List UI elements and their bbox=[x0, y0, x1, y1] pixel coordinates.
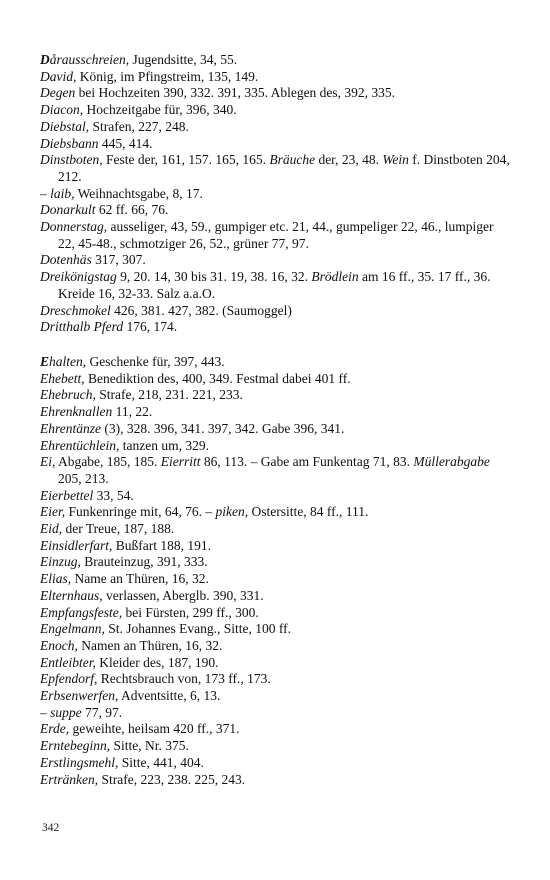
entry-term: Eierritt bbox=[160, 454, 201, 470]
index-entry bbox=[40, 152, 510, 185]
entry-text: Name an Thüren, 16, 32. bbox=[71, 571, 209, 587]
entry-text: 33, 54. bbox=[93, 487, 134, 503]
entry-term: Entleibter, bbox=[40, 654, 96, 670]
entry-text: König, im Pfingstreim, 135, 149. bbox=[76, 68, 259, 84]
entry-text: ausseliger, 43, 59., gumpiger etc. 21, 44., gumpeliger 22, 46., lumpiger 22, 45-48., schmotziger 26, 52., grüner 77, 97. bbox=[58, 219, 494, 251]
entry-text: Jugendsitte, 34, 55. bbox=[129, 52, 238, 67]
entry-term: suppe bbox=[50, 704, 82, 720]
index-entry bbox=[40, 319, 510, 336]
entry-term: Brödlein bbox=[311, 269, 359, 285]
index-entry bbox=[40, 554, 510, 571]
entry-term: Ehebruch, bbox=[40, 387, 96, 403]
entry-term: Donnerstag, bbox=[40, 219, 108, 235]
entry-term: piken, bbox=[215, 504, 249, 520]
entry-term: Degen bbox=[40, 85, 76, 101]
entry-text: Sitte, Nr. 375. bbox=[110, 738, 189, 754]
entry-text: der, 23, 48. bbox=[315, 152, 383, 168]
entry-text: Feste der, 161, 157. 165, 165. bbox=[102, 152, 270, 168]
entry-term: Bräuche bbox=[269, 152, 316, 168]
index-section-e bbox=[40, 354, 510, 788]
index-entry bbox=[40, 85, 510, 102]
entry-term: Enoch, bbox=[40, 637, 78, 653]
index-entry bbox=[40, 688, 510, 705]
entry-text: Funkenringe mit, 64, 76. – bbox=[65, 504, 216, 520]
entry-text: Benediktion des, 400, 349. Festmal dabei 401 ff. bbox=[84, 370, 351, 386]
index-entry bbox=[40, 119, 510, 136]
entry-term: Diebsbann bbox=[40, 135, 99, 151]
index-entry bbox=[40, 671, 510, 688]
index-entry bbox=[40, 269, 510, 302]
index-entry bbox=[40, 438, 510, 455]
entry-term: Erde, bbox=[40, 721, 70, 737]
entry-text: f. Dinstboten 204, 212. bbox=[58, 152, 510, 184]
entry-text: Hochzeitgabe für, 396, 340. bbox=[83, 102, 237, 118]
entry-term: halten, bbox=[49, 354, 87, 369]
entry-term: Ehrentänze bbox=[40, 420, 101, 436]
index-entry bbox=[40, 588, 510, 605]
entry-text: 176, 174. bbox=[123, 319, 178, 335]
entry-text: Kleider des, 187, 190. bbox=[95, 654, 219, 670]
entry-text: – bbox=[40, 704, 51, 720]
entry-text: Weihnachtsgabe, 8, 17. bbox=[74, 185, 203, 201]
index-entry bbox=[40, 621, 510, 638]
entry-text: 445, 414. bbox=[98, 135, 153, 151]
index-entry bbox=[40, 772, 510, 789]
entry-term: David, bbox=[40, 68, 77, 84]
entry-text: Brauteinzug, 391, 333. bbox=[80, 554, 208, 570]
entry-text: 11, 22. bbox=[112, 404, 153, 420]
entry-term: Engelmann, bbox=[40, 621, 105, 637]
index-entry bbox=[40, 504, 510, 521]
entry-term: Eier, bbox=[40, 504, 66, 520]
index-section-d bbox=[40, 52, 510, 336]
entry-term: Ei, bbox=[40, 454, 56, 470]
entry-term: Ehebett, bbox=[40, 370, 85, 386]
entry-term: Elternhaus, bbox=[40, 587, 103, 603]
index-entry bbox=[40, 755, 510, 772]
index-entry bbox=[40, 454, 510, 487]
entry-text: am 16 ff., 35. 17 ff., 36. Kreide 16, 32-33. Salz a.a.O. bbox=[58, 269, 491, 301]
entry-term: Dreikönigstag bbox=[40, 269, 117, 285]
entry-text: tanzen um, 329. bbox=[119, 437, 209, 453]
entry-term: Epfendorf, bbox=[40, 671, 98, 687]
entry-term: Diacon, bbox=[40, 102, 84, 118]
entry-text: – bbox=[40, 185, 51, 201]
index-entry bbox=[40, 387, 510, 404]
section-initial: E bbox=[40, 354, 50, 369]
entry-text: 9, 20. 14, 30 bis 31. 19, 38. 16, 32. bbox=[116, 269, 312, 285]
entry-term: Eierbettel bbox=[40, 487, 94, 503]
index-entry bbox=[40, 303, 510, 320]
entry-text: Strafe, 223, 238. 225, 243. bbox=[98, 771, 246, 787]
entry-text: bei Fürsten, 299 ff., 300. bbox=[122, 604, 259, 620]
entry-text: 317, 307. bbox=[91, 252, 146, 268]
index-entry bbox=[40, 354, 510, 371]
entry-term: Empfangsfeste, bbox=[40, 604, 123, 620]
entry-text: Ostersitte, 84 ff., 111. bbox=[248, 504, 369, 520]
entry-text: Bußfart 188, 191. bbox=[112, 537, 212, 553]
index-entry bbox=[40, 421, 510, 438]
entry-text: geweihte, heilsam 420 ff., 371. bbox=[69, 721, 240, 737]
index-entry bbox=[40, 252, 510, 269]
index-entry bbox=[40, 538, 510, 555]
entry-term: Erbsenwerfen, bbox=[40, 688, 119, 704]
entry-text: Strafe, 218, 231. 221, 233. bbox=[95, 387, 243, 403]
entry-text: 205, 213. bbox=[58, 470, 109, 486]
index-entry bbox=[40, 136, 510, 153]
index-entry bbox=[40, 721, 510, 738]
entry-term: Einsidlerfart, bbox=[40, 537, 113, 553]
entry-term: Ehrentüchlein, bbox=[40, 437, 120, 453]
entry-text: (3), 328. 396, 341. 397, 342. Gabe 396, 341. bbox=[101, 420, 345, 436]
entry-term: Donarkult bbox=[40, 202, 96, 218]
entry-text: Geschenke für, 397, 443. bbox=[86, 354, 225, 369]
index-entry bbox=[40, 705, 510, 722]
index-entry bbox=[40, 219, 510, 252]
entry-term: Erntebeginn, bbox=[40, 738, 111, 754]
entry-text: 86, 113. – Gabe am Funkentag 71, 83. bbox=[200, 454, 414, 470]
entry-term: Einzug, bbox=[40, 554, 81, 570]
index-entry bbox=[40, 404, 510, 421]
page-number: 342 bbox=[42, 822, 60, 834]
entry-term: Dreschmokel bbox=[40, 302, 111, 318]
index-entry bbox=[40, 102, 510, 119]
index-entry bbox=[40, 521, 510, 538]
entry-term: Dotenhäs bbox=[40, 252, 92, 268]
entry-term: Dritthalb Pferd bbox=[40, 319, 124, 335]
entry-text: Sitte, 441, 404. bbox=[118, 754, 204, 770]
entry-text: 62 ff. 66, 76. bbox=[95, 202, 169, 218]
entry-term: årausschreien, bbox=[49, 52, 130, 67]
index-entry bbox=[40, 52, 510, 69]
entry-text: verlassen, Aberglb. 390, 331. bbox=[102, 587, 264, 603]
entry-text: Rechtsbrauch von, 173 ff., 173. bbox=[97, 671, 271, 687]
index-entry bbox=[40, 605, 510, 622]
entry-term: Müllerabgabe bbox=[413, 454, 490, 470]
entry-text: bei Hochzeiten 390, 332. 391, 335. Ablegen des, 392, 335. bbox=[75, 85, 396, 101]
entry-term: Dinstboten, bbox=[40, 152, 103, 168]
index-entry bbox=[40, 571, 510, 588]
index-entry bbox=[40, 202, 510, 219]
entry-text: Adventsitte, 6, 13. bbox=[118, 688, 221, 704]
index-entry bbox=[40, 655, 510, 672]
entry-term: laib, bbox=[50, 185, 75, 201]
entry-text: 426, 381. 427, 382. (Saumoggel) bbox=[110, 302, 292, 318]
entry-text: Strafen, 227, 248. bbox=[89, 118, 189, 134]
entry-term: Elias, bbox=[40, 571, 72, 587]
index-entry bbox=[40, 488, 510, 505]
entry-term: Eid, bbox=[40, 521, 63, 537]
entry-term: Ehrenknallen bbox=[40, 404, 113, 420]
entry-text: 77, 97. bbox=[81, 704, 123, 720]
index-entry bbox=[40, 638, 510, 655]
index-entry bbox=[40, 371, 510, 388]
entry-text: Abgabe, 185, 185. bbox=[55, 454, 161, 470]
index-entry bbox=[40, 738, 510, 755]
entry-term: Diebstal, bbox=[40, 118, 90, 134]
entry-text: St. Johannes Evang., Sitte, 100 ff. bbox=[104, 621, 291, 637]
index-entry bbox=[40, 186, 510, 203]
index-entry bbox=[40, 69, 510, 86]
section-initial: D bbox=[40, 52, 50, 67]
entry-term: Wein bbox=[382, 152, 409, 168]
entry-term: Ertränken, bbox=[40, 771, 99, 787]
entry-text: der Treue, 187, 188. bbox=[62, 521, 175, 537]
entry-text: Namen an Thüren, 16, 32. bbox=[77, 637, 223, 653]
entry-term: Erstlingsmehl, bbox=[40, 754, 119, 770]
